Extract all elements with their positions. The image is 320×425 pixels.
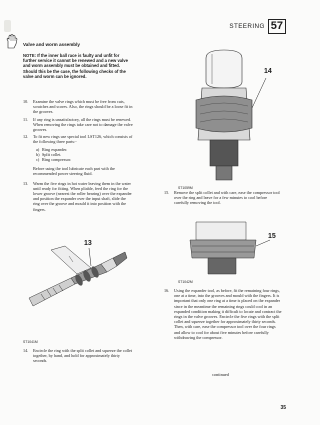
warning-hand-icon [5, 34, 18, 49]
page-header [229, 18, 286, 34]
header-title: STEERING [229, 22, 265, 30]
page-edge-tab [4, 20, 11, 32]
step-12: 12. To fit new rings use special tool LST126, which consists of the following three parts:- [23, 134, 133, 145]
tool-part-b: b) Split collet. [36, 151, 62, 157]
step-13: 13. Warm the five rings in hot water leaving them in the water until ready for fitting. When pliable, feed the ring for the lower groove (nearest the roller bearing) over the expander and position the expander over the input shaft, slide the ring over the groove and mould it into position with the fingers. [23, 180, 132, 212]
figure-callout-14: 14 [264, 68, 272, 75]
step-15-block [164, 190, 282, 208]
figure-label-st1041m: ST1041M [23, 340, 38, 344]
step-15: 15. Remove the split collet and with care, ease the compressor tool over the ring and leave for a few minutes to cool before carefully removing the tool. [164, 190, 280, 206]
figure-compressor [176, 216, 278, 280]
tool-part-c: c) Ring compressor. [36, 157, 72, 163]
figure-callout-13: 13 [84, 240, 92, 247]
step-14-block [23, 348, 133, 366]
figure-callout-15: 15 [268, 233, 276, 240]
continued-label: continued [212, 372, 229, 377]
tool-parts-list [36, 147, 133, 163]
step-11: 11. If any ring is unsatisfactory, all the rings must be renewed. When removing the rings take care not to damage the valve grooves. [23, 116, 133, 133]
step-10: 10. Examine the valve rings which must be free from cuts, scratches and scores. Also, the rings should be a loose fit in the grooves. [23, 99, 133, 115]
section-title: Valve and worm assembly [23, 42, 80, 47]
step-14: 14. Encircle the ring with the split collet and squeeze the collet together, by hand, and hold for approximately thirty seconds. [23, 348, 133, 364]
figure-label-st1042m: ST1042M [178, 280, 193, 284]
page-number: 35 [280, 405, 286, 411]
figure-valve-expander [21, 238, 133, 336]
note-paragraph: NOTE: If the inner ball race is faulty and unfit for further service it cannot be renewed and a new valve and worm assembly must be obtained and fitted. Should this be the case, the following checks of the valve and worm can be ignored. [23, 53, 128, 79]
step-16: 16. Using the expander tool, as before, fit the remaining four rings, one at a time, into the grooves and mould with the fingers. It is important that only one ring at a time is placed on the expander since in the meantime the remaining rings could cool in an expanded condition making it difficult to locate and contract the rings in the valve grooves. Encircle the five rings with the split collet and squeeze together for approximately thirty seconds. Then, with care, ease the compressor tool over the four rings and allow to cool for about five minutes before carefully withdrawing the compressor. [164, 288, 282, 340]
header-section-number: 57 [268, 19, 286, 34]
step-16-block [164, 288, 282, 342]
figure-label-st1059m: ST1059M [178, 186, 193, 190]
left-column-steps [23, 99, 133, 214]
figure-split-collet [178, 48, 274, 184]
tool-part-a: a) Ring expander. [36, 146, 68, 152]
lubricate-paragraph: Before using the tool lubricate each part with the recommended power steering fluid. [33, 166, 115, 177]
